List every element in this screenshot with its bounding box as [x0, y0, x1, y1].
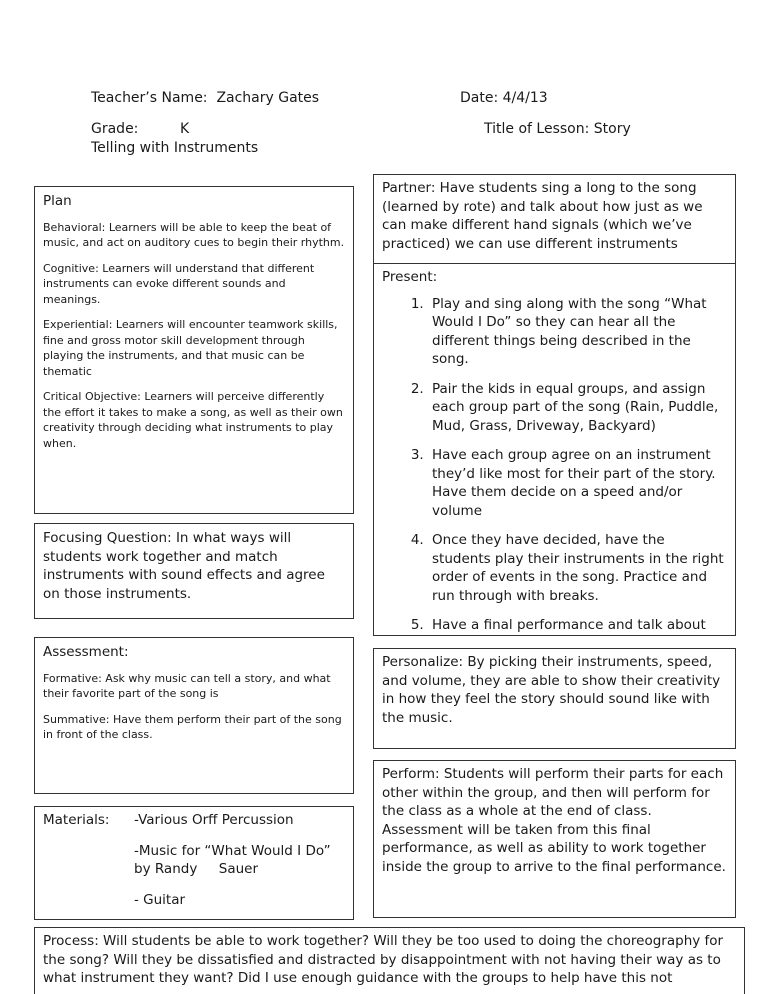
personalize-box — [373, 648, 736, 749]
lesson-title-line — [484, 120, 631, 139]
process-text: Process: Will students be able to work together? Will they be too used to doing the choreography for the song? Will they be dissatisfied and distracted by disappointment with not having their way as to what instrument they want? Did I use enough guidance with the groups to help have this not — [43, 933, 724, 986]
assessment-summative: Summative: Have them perform their part of the song in front of the class. — [43, 712, 342, 741]
lesson-title-first: Story — [593, 121, 631, 137]
assessment-box — [34, 637, 354, 794]
materials-box — [34, 806, 354, 920]
materials-item: -Music for “What Would I Do” by Randy Sauer — [134, 842, 335, 877]
present-step: 1. Play and sing along with the song “What Would I Do” so they can hear all the different things being described in the song. — [428, 295, 727, 369]
process-box — [34, 927, 745, 994]
materials-item: - Guitar — [134, 891, 186, 908]
plan-box — [34, 186, 354, 514]
perform-box — [373, 760, 736, 918]
assessment-formative: Formative: Ask why music can tell a story, and what their favorite part of the song is — [43, 671, 331, 700]
plan-cognitive: Cognitive: Learners will understand that different instruments can evoke different sounds and meanings. — [43, 261, 315, 306]
lesson-title-rest: Telling with Instruments — [91, 140, 259, 156]
date-line — [460, 89, 548, 108]
grade-label: Grade: — [91, 121, 139, 137]
date-value: 4/4/13 — [502, 90, 548, 106]
focusing-question-box — [34, 523, 354, 619]
present-step: 4. Once they have decided, have the students play their instruments in the right order of events in the song. Practice and run through with breaks. — [428, 531, 727, 605]
grade-line — [91, 120, 138, 139]
plan-critical-objective: Critical Objective: Learners will perceive differently the effort it takes to make a song, as well as their own creativity through deciding what instruments to play when. — [43, 390, 343, 450]
present-step: 5. Have a final performance and talk about — [428, 616, 727, 635]
date-label: Date: — [460, 90, 499, 106]
present-steps — [382, 295, 727, 635]
present-step: 3. Have each group agree on an instrument they’d like most for their part of the story. Have them decide on a speed and/or volume — [428, 446, 727, 520]
materials-label: Materials: — [43, 812, 110, 828]
materials-item: -Various Orff Percussion — [134, 812, 294, 828]
present-box — [373, 263, 736, 636]
plan-experiential: Experiential: Learners will encounter teamwork skills, fine and gross motor skill development through playing the instruments, and that music can be thematic — [43, 318, 338, 378]
plan-title: Plan — [43, 193, 72, 209]
materials-list — [134, 811, 345, 920]
partner-box — [373, 174, 736, 264]
present-step: 2. Pair the kids in equal groups, and assign each group part of the song (Rain, Puddle, Mud, Grass, Driveway, Backyard) — [428, 380, 727, 436]
focusing-question: Focusing Question: In what ways will students work together and match instruments with sound effects and agree on those instruments. — [43, 530, 325, 602]
perform-text: Perform: Students will perform their parts for each other within the group, and then will perform for the class as a whole at the end of class. Assessment will be taken from this final performance, as well as ability to work together inside the group to arrive to the final performance. — [382, 766, 726, 875]
teacher-name-label: Teacher’s Name: — [91, 90, 208, 106]
partner-text: Partner: Have students sing a long to the song (learned by rote) and talk about how just as we can make different hand signals (which we’ve practiced) we can use different instruments — [382, 180, 703, 252]
present-title: Present: — [382, 269, 438, 285]
teacher-name: Zachary Gates — [216, 90, 320, 106]
lesson-title-label: Title of Lesson: — [484, 121, 590, 137]
assessment-title: Assessment: — [43, 644, 129, 660]
personalize-text: Personalize: By picking their instruments, speed, and volume, they are able to show their creativity in how they feel the story should sound like with the music. — [382, 654, 721, 726]
teacher-name-line — [91, 89, 319, 108]
grade-value: K — [180, 121, 190, 137]
plan-behavioral: Behavioral: Learners will be able to keep the beat of music, and act on auditory cues to begin their rhythm. — [43, 220, 345, 249]
